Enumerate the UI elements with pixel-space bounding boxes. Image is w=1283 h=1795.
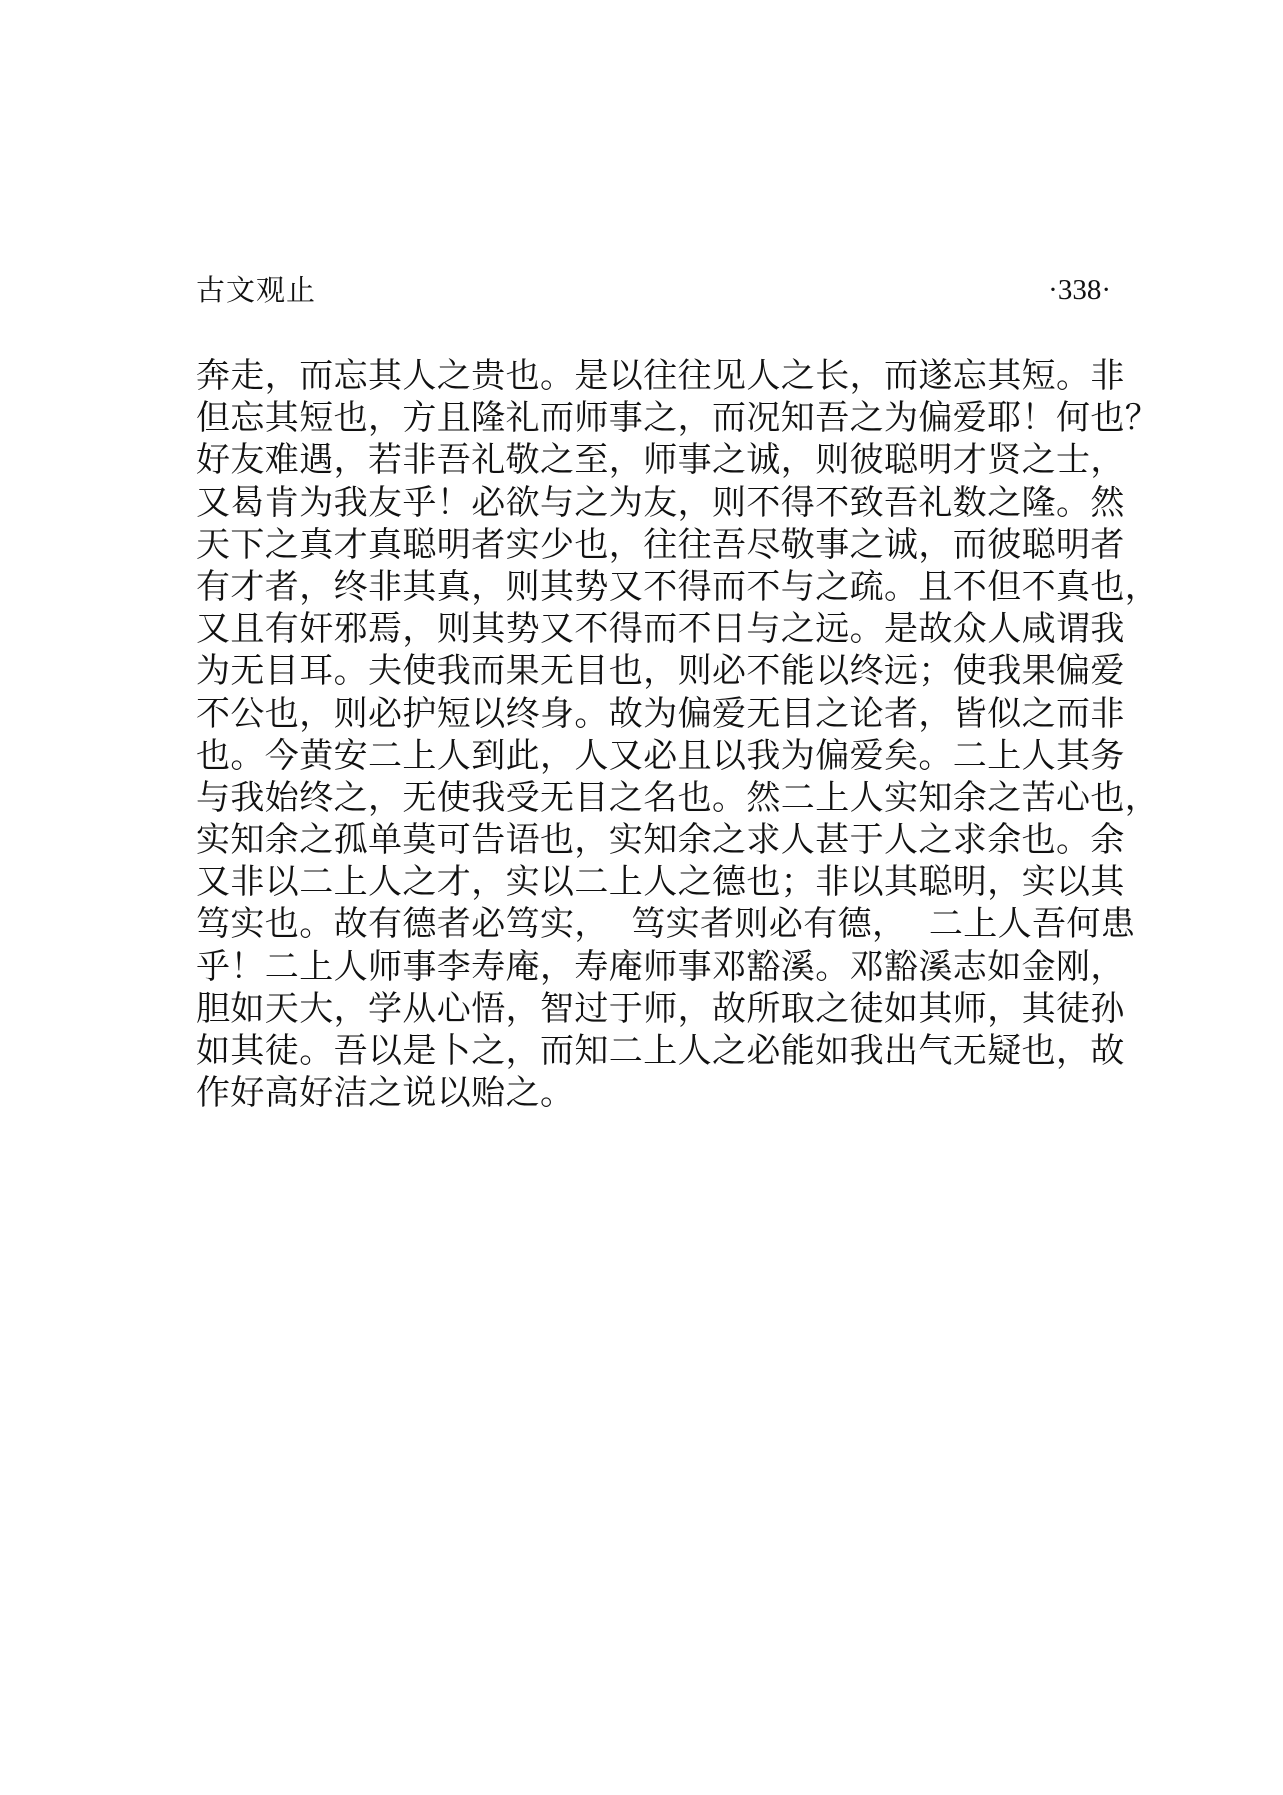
text-line: 有才者，终非其真，则其势又不得而不与之疏。且不但不真也， [196, 566, 1160, 607]
text-line: 如其徒。吾以是卜之，而知二上人之必能如我出气无疑也，故 [196, 1031, 1125, 1071]
body-text [196, 355, 1160, 1114]
text-line: 实知余之孤单莫可告语也，实知余之求人甚于人之求余也。余 [196, 820, 1125, 861]
text-line: 也。今黄安二上人到此，人又必且以我为偏爱矣。二上人其务 [196, 735, 1125, 776]
book-title: 古文观止 [196, 273, 317, 307]
text-line: 笃实也。故有德者必笃实， 笃实者则必有德， 二上人吾何患 [196, 904, 1136, 945]
running-header [196, 268, 1111, 312]
text-line: 奔走，而忘其人之贵也。是以往往见人之长，而遂忘其短。非 [196, 356, 1125, 396]
text-line: 又曷肯为我友乎！必欲与之为友，则不得不致吾礼数之隆。然 [196, 482, 1125, 523]
text-line: 乎！二上人师事李寿庵，寿庵师事邓豁溪。邓豁溪志如金刚， [196, 946, 1125, 987]
text-line: 天下之真才真聪明者实少也，往往吾尽敬事之诚，而彼聪明者 [196, 524, 1125, 565]
text-line: 又非以二上人之才，实以二上人之德也；非以其聪明，实以其 [196, 862, 1125, 903]
page-number: ·338· [1048, 274, 1111, 306]
text-line: 为无目耳。夫使我而果无目也，则必不能以终远；使我果偏爱 [196, 651, 1125, 692]
text-line: 作好高好洁之说以贻之。 [196, 1073, 575, 1114]
text-line: 不公也，则必护短以终身。故为偏爱无目之论者，皆似之而非 [196, 693, 1125, 734]
text-line: 与我始终之，无使我受无目之名也。然二上人实知余之苦心也， [196, 777, 1160, 818]
text-line: 但忘其短也，方且隆礼而师事之，而况知吾之为偏爱耶！何也？ [196, 398, 1160, 439]
text-line: 又且有奸邪焉，则其势又不得而不日与之远。是故众人咸谓我 [196, 609, 1125, 650]
text-line: 好友难遇，若非吾礼敬之至，师事之诚，则彼聪明才贤之士， [196, 440, 1125, 481]
text-line: 胆如天大，学从心悟，智过于师，故所取之徒如其师，其徒孙 [196, 988, 1125, 1029]
